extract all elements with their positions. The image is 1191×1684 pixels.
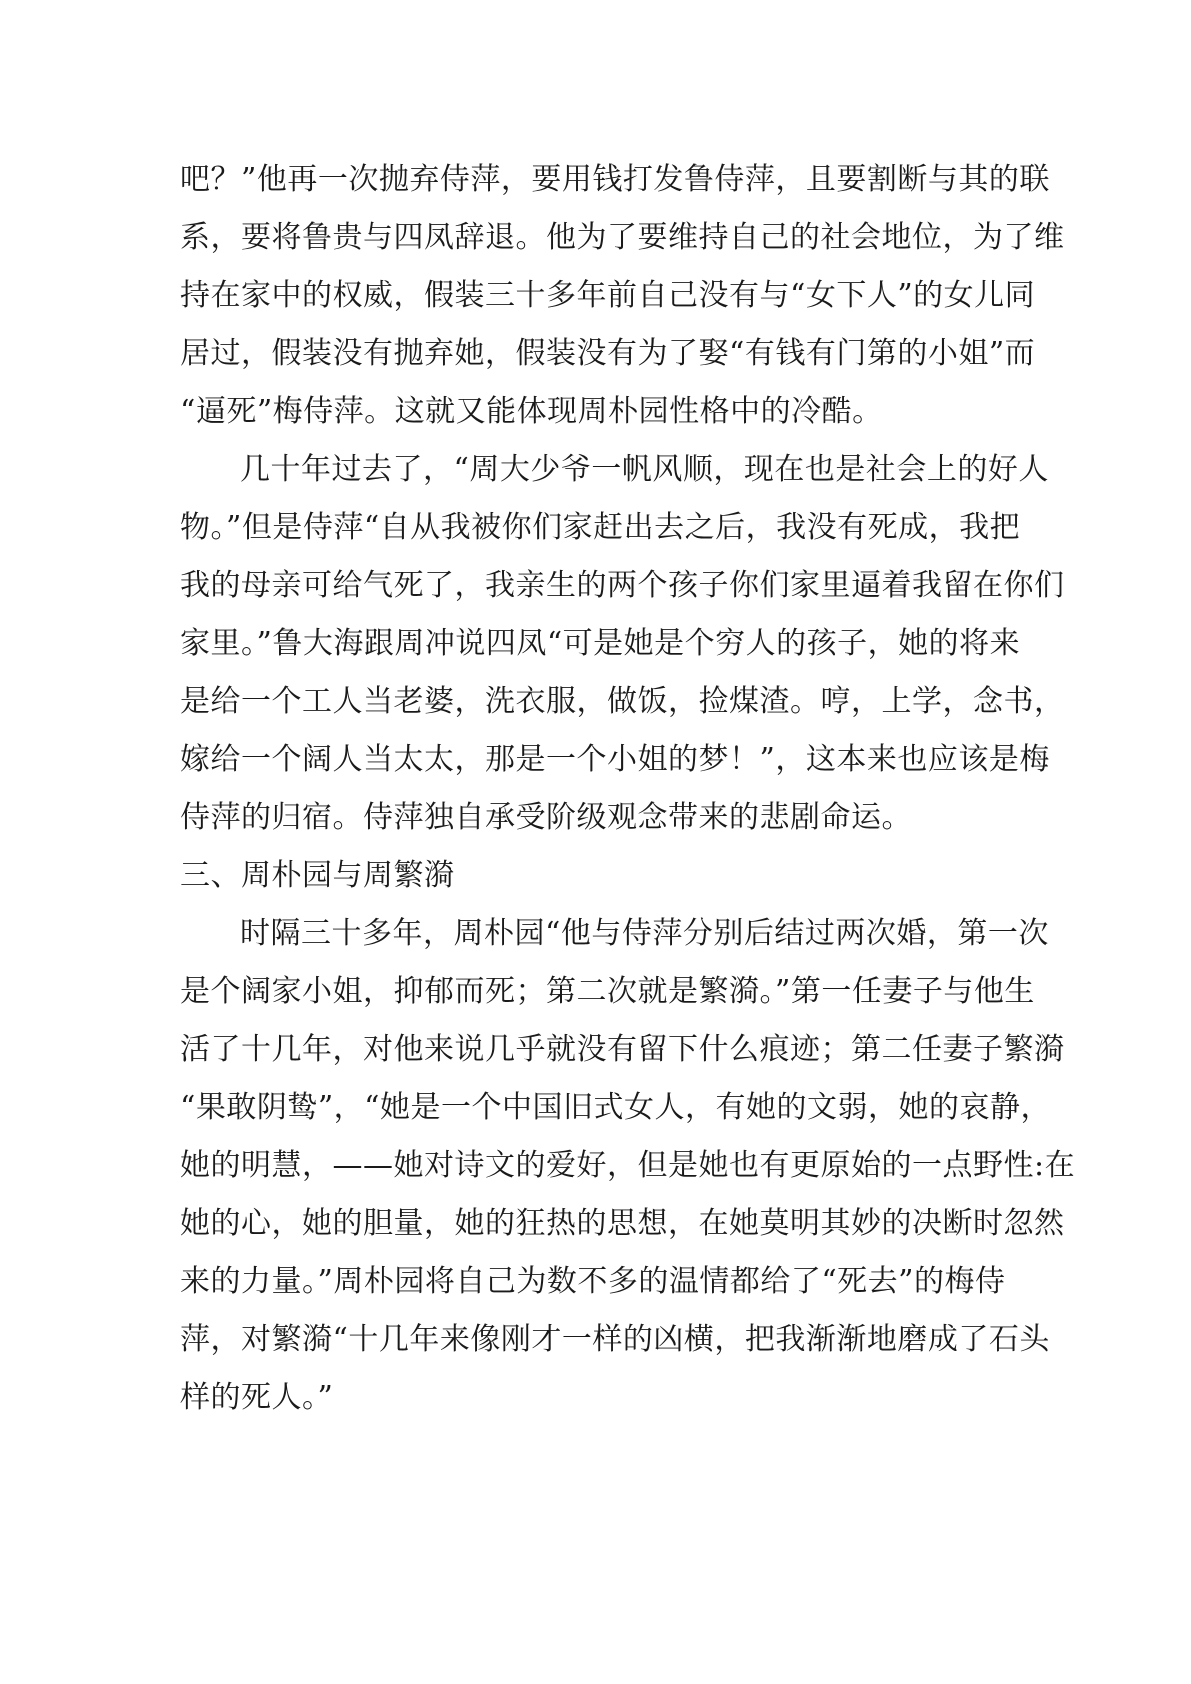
text-line: 她的心，她的胆量，她的狂热的思想，在她莫明其妙的决断时忽然 xyxy=(180,1206,1065,1241)
text-line: 是给一个工人当老婆，洗衣服，做饭，捡煤渣。哼，上学，念书， xyxy=(180,684,1065,719)
text-line: “果敢阴鸷”，“她是一个中国旧式女人，有她的文弱，她的哀静， xyxy=(180,1090,1052,1125)
text-line: 她的明慧，——她对诗文的爱好，但是她也有更原始的一点野性:在 xyxy=(180,1148,1076,1183)
paragraph-start-line: 几十年过去了，“周大少爷一帆风顺，现在也是社会上的好人 xyxy=(240,452,1049,487)
section-heading: 三、周朴园与周繁漪 xyxy=(180,858,455,893)
text-line: 嫁给一个阔人当太太，那是一个小姐的梦！”，这本来也应该是梅 xyxy=(180,742,1050,777)
text-line: 是个阔家小姐，抑郁而死；第二次就是繁漪。”第一任妻子与他生 xyxy=(180,974,1035,1009)
text-line: 居过，假装没有抛弃她，假装没有为了娶“有钱有门第的小姐”而 xyxy=(180,336,1036,371)
text-line: 来的力量。”周朴园将自己为数不多的温情都给了“死去”的梅侍 xyxy=(180,1264,1006,1299)
text-line: 家里。”鲁大海跟周冲说四凤“可是她是个穷人的孩子，她的将来 xyxy=(180,626,1021,661)
text-line: “逼死”梅侍萍。这就又能体现周朴园性格中的冷酷。 xyxy=(180,394,883,429)
text-line: 侍萍的归宿。侍萍独自承受阶级观念带来的悲剧命运。 xyxy=(180,800,912,835)
text-line: 萍，对繁漪“十几年来像刚才一样的凶横，把我渐渐地磨成了石头 xyxy=(180,1322,1050,1357)
text-line: 系，要将鲁贵与四凤辞退。他为了要维持自己的社会地位，为了维 xyxy=(180,220,1065,255)
text-line: 物。”但是侍萍“自从我被你们家赶出去之后，我没有死成，我把 xyxy=(180,510,1021,545)
text-line: 持在家中的权威，假装三十多年前自己没有与“女下人”的女儿同 xyxy=(180,278,1036,313)
text-line: 吧？”他再一次抛弃侍萍，要用钱打发鲁侍萍，且要割断与其的联 xyxy=(180,162,1050,197)
text-line: 样的死人。” xyxy=(180,1380,334,1415)
text-line: 活了十几年，对他来说几乎就没有留下什么痕迹；第二任妻子繁漪 xyxy=(180,1032,1065,1067)
text-line: 我的母亲可给气死了，我亲生的两个孩子你们家里逼着我留在你们 xyxy=(180,568,1065,603)
paragraph-start-line: 时隔三十多年，周朴园“他与侍萍分别后结过两次婚，第一次 xyxy=(240,916,1049,951)
